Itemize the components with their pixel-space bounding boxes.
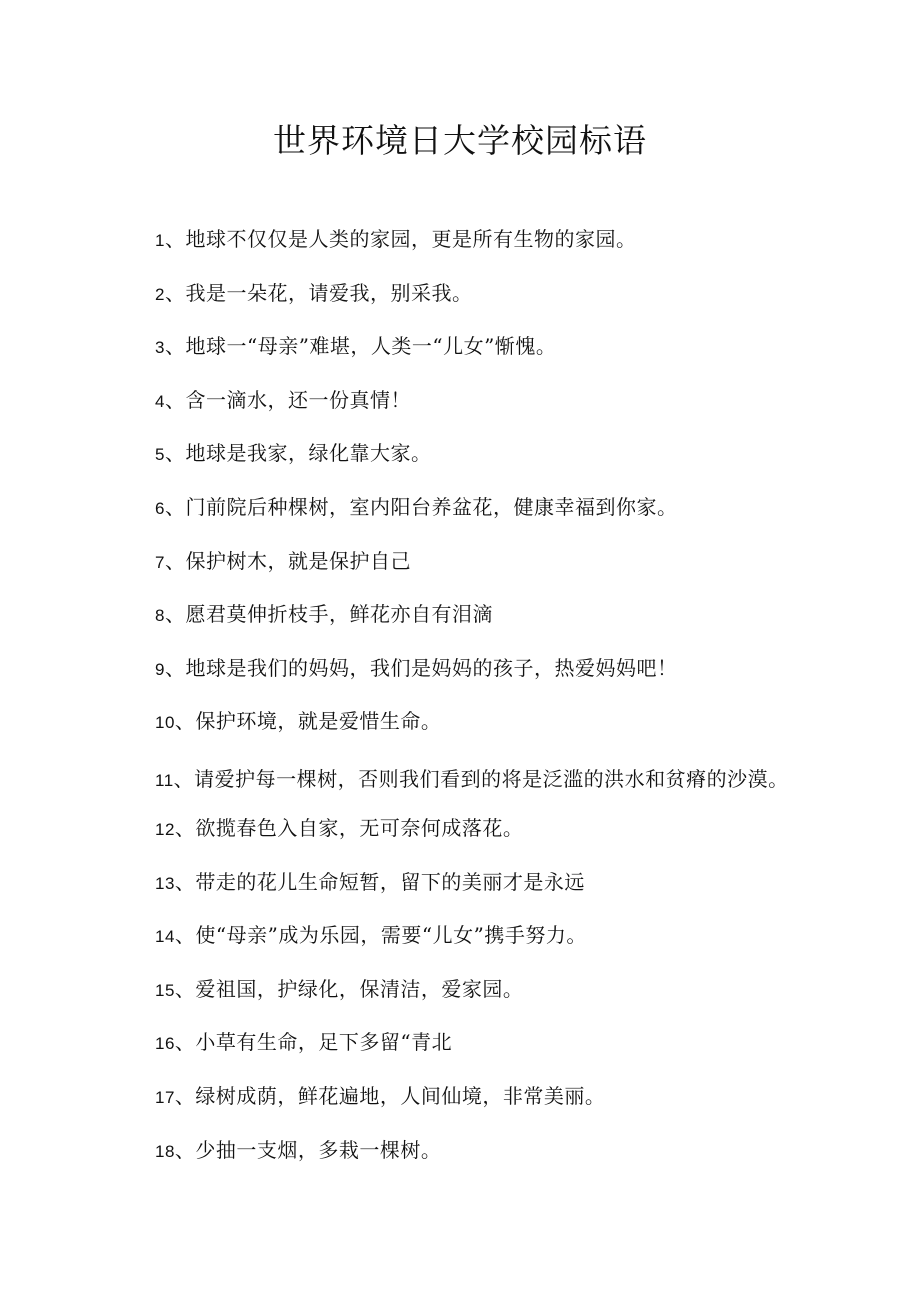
- slogan-number: 6: [155, 498, 165, 518]
- slogan-number: 16: [155, 1034, 175, 1054]
- slogan-number: 17: [155, 1087, 175, 1107]
- slogan-text: 、小草有生命，足下多留“青北: [174, 1030, 453, 1055]
- slogan-number: 3: [155, 338, 165, 358]
- slogan-text: 、使“母亲”成为乐园，需要“儿女”携手努力。: [174, 923, 587, 948]
- slogan-text: 、地球是我们的妈妈，我们是妈妈的孩子，热爱妈妈吧！: [164, 655, 678, 680]
- slogan-item-11: [115, 762, 795, 798]
- slogan-text: 、地球是我家，绿化靠大家。: [164, 441, 432, 466]
- slogan-item-5: [115, 440, 795, 468]
- slogan-text: 、保护树木，就是保护自己: [164, 548, 411, 573]
- slogan-text: 、门前院后种棵树，室内阳台养盆花，健康幸福到你家。: [164, 494, 678, 519]
- slogan-text: 、地球不仅仅是人类的家园，更是所有生物的家园。: [164, 227, 637, 251]
- slogan-number: 14: [155, 927, 175, 947]
- slogan-item-14: [115, 922, 795, 950]
- slogan-text: 、爱祖国，护绿化，保清洁，爱家园。: [174, 976, 524, 1001]
- slogan-number: 1: [155, 231, 165, 250]
- slogan-item-16: [115, 1029, 795, 1057]
- slogan-text: 、欲揽春色入自家，无可奈何成落花。: [174, 815, 524, 840]
- slogan-number: 13: [155, 873, 175, 893]
- slogan-item-13: [115, 869, 795, 897]
- slogan-number: 18: [155, 1141, 175, 1161]
- slogan-number: 9: [155, 659, 165, 679]
- slogan-number: 10: [155, 713, 175, 733]
- slogan-number: 11: [155, 770, 174, 790]
- slogan-list: [115, 226, 795, 1190]
- slogan-number: 12: [155, 819, 175, 839]
- slogan-item-7: [115, 548, 795, 576]
- slogan-text: 、我是一朵花，请爱我，别采我。: [164, 280, 473, 305]
- slogan-item-6: [115, 494, 795, 522]
- slogan-text: 、绿树成荫，鲜花遍地，人间仙境，非常美丽。: [174, 1083, 606, 1108]
- slogan-text: 、含一滴水，还一份真情！: [164, 387, 411, 412]
- slogan-item-8: [115, 601, 795, 629]
- slogan-text: 、保护环境，就是爱惜生命。: [174, 709, 442, 734]
- slogan-text: 、少抽一支烟，多栽一棵树。: [174, 1137, 442, 1162]
- slogan-item-1: [115, 226, 795, 254]
- slogan-item-4: [115, 387, 795, 415]
- slogan-item-15: [115, 976, 795, 1004]
- slogan-number: 5: [155, 445, 165, 465]
- slogan-text: 、带走的花儿生命短暂，留下的美丽才是永远: [174, 869, 585, 894]
- slogan-number: 4: [155, 391, 165, 411]
- slogan-text: 、愿君莫伸折枝手，鲜花亦自有泪滴: [164, 602, 493, 627]
- slogan-number: 7: [155, 552, 165, 572]
- document-title: 世界环境日大学校园标语: [273, 121, 647, 160]
- slogan-number: 2: [155, 284, 165, 304]
- slogan-text: 、请爱护每一棵树，否则我们看到的将是泛滥的洪水和贫瘠的沙漠。: [173, 766, 789, 791]
- slogan-item-18: [115, 1137, 795, 1165]
- slogan-item-9: [115, 655, 795, 683]
- slogan-item-12: [115, 815, 795, 843]
- slogan-number: 15: [155, 980, 175, 1000]
- slogan-item-10: [115, 708, 795, 736]
- slogan-text: 、地球一“母亲”难堪，人类一“儿女”惭愧。: [164, 334, 557, 359]
- slogan-item-17: [115, 1083, 795, 1111]
- slogan-number: 8: [155, 606, 165, 626]
- slogan-item-2: [115, 280, 795, 308]
- slogan-item-3: [115, 333, 795, 361]
